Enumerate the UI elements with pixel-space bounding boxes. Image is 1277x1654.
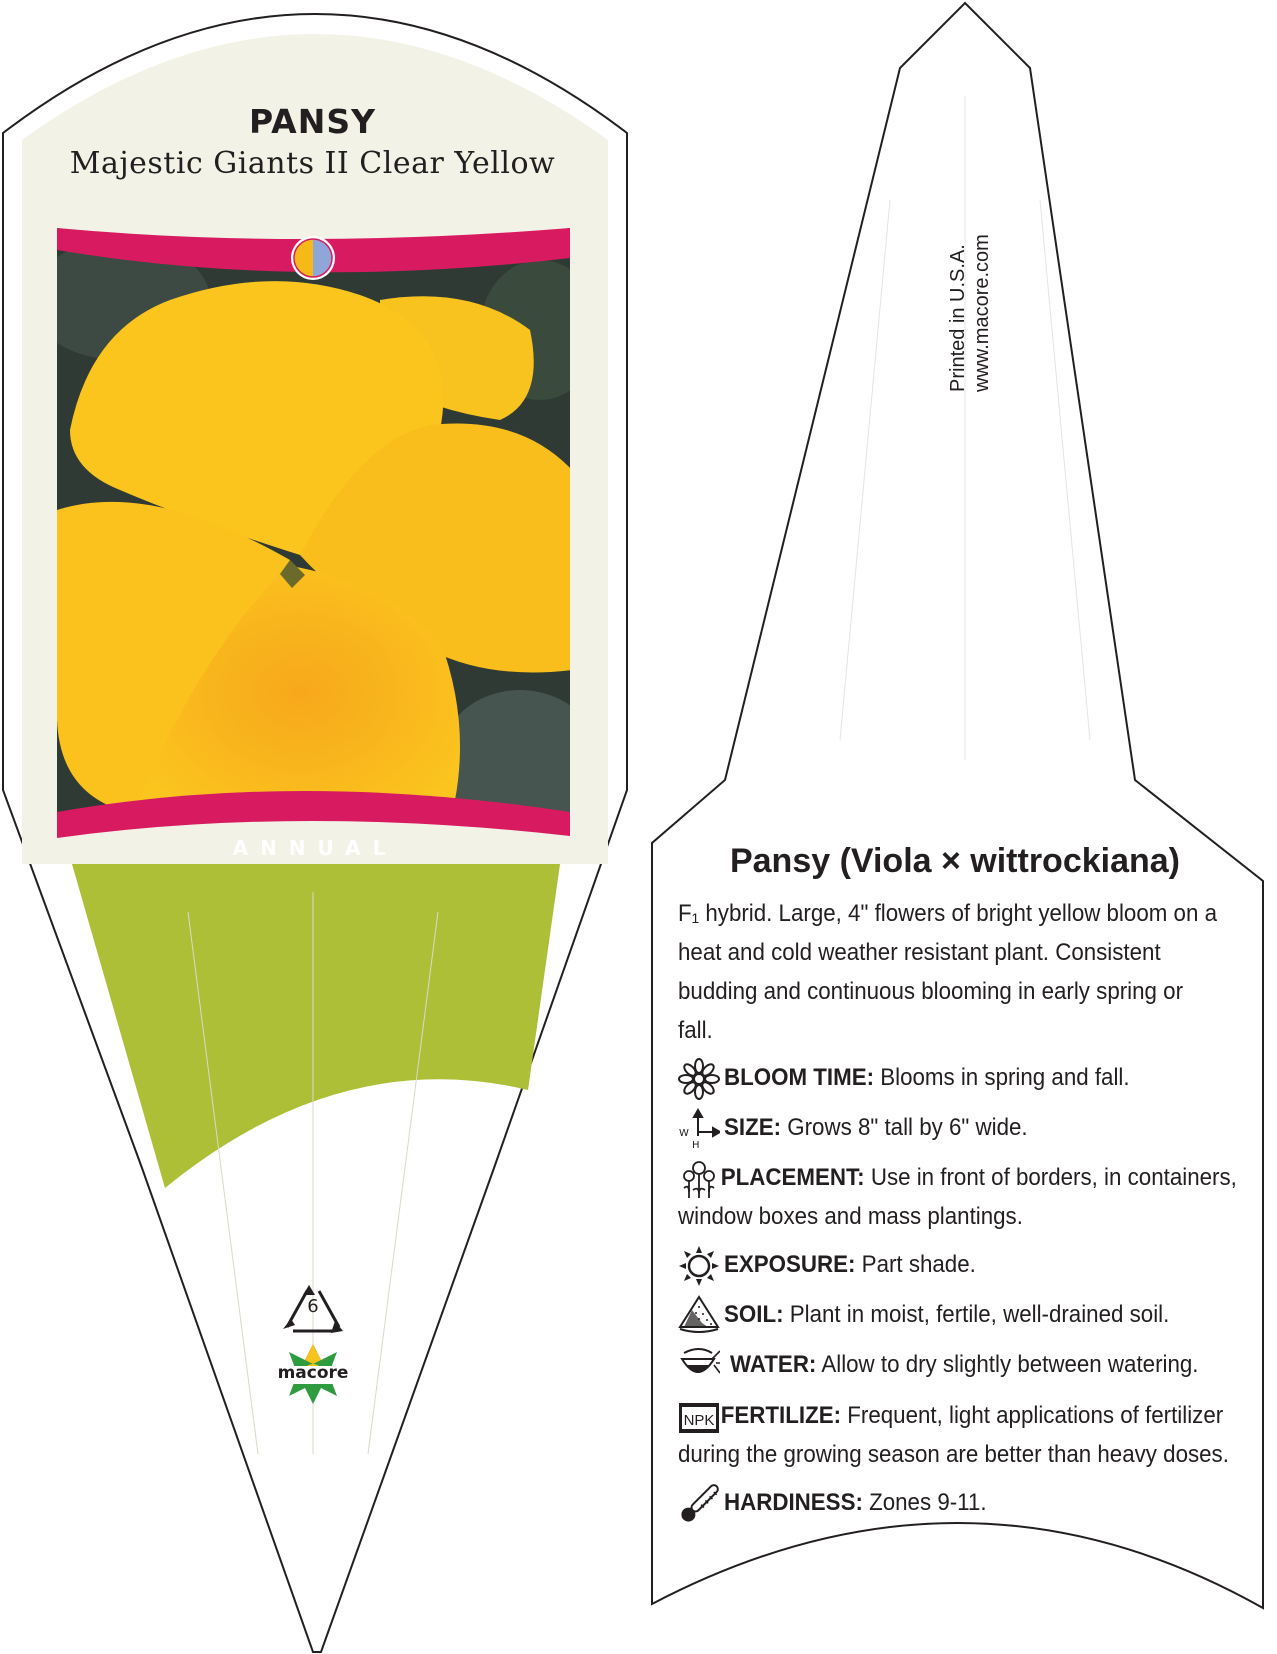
attr-text: Plant in moist, fertile, well-drained soil. [789, 1301, 1170, 1328]
flower-icon [678, 1058, 720, 1100]
attr-text: Frequent, light applications of fertilizer during the growing season are better than heavy doses. [678, 1402, 1229, 1468]
plant-common-name: PANSY [249, 102, 376, 141]
attr-label: BLOOM TIME: [724, 1064, 875, 1091]
attr-text: Part shade. [861, 1251, 976, 1278]
attr-label: FERTILIZE: [720, 1402, 842, 1429]
printed-in-usa: Printed in U.S.A. www.macore.com [947, 234, 993, 392]
thermometer-icon [678, 1483, 720, 1525]
attr-size [724, 1108, 1245, 1147]
soil-icon [678, 1293, 720, 1335]
svg-text:W: W [679, 1128, 689, 1139]
watering-can-icon [678, 1343, 720, 1385]
attr-fertilize [678, 1396, 1241, 1474]
macore-logo-text: macore [277, 1363, 349, 1383]
attr-water [730, 1345, 1251, 1384]
attr-text: Grows 8" tall by 6" wide. [787, 1114, 1028, 1141]
plant-description: F₁ hybrid. Large, 4" flowers of bright yellow bloom on a heat and cold weather resistant plant. Consistent budding and continuous blooming in early spring or fall. [678, 900, 1217, 1044]
attr-text: Zones 9-11. [869, 1489, 987, 1516]
attr-label: SIZE: [724, 1114, 782, 1141]
attr-label: PLACEMENT: [720, 1164, 865, 1191]
attr-label: EXPOSURE: [724, 1251, 856, 1278]
attr-exposure [724, 1245, 1245, 1284]
attr-soil [724, 1295, 1245, 1334]
plant-variety-name: Majestic Giants II Clear Yellow [69, 146, 556, 181]
svg-text:H: H [692, 1140, 700, 1150]
attr-label: WATER: [730, 1351, 817, 1378]
attr-text: Use in front of borders, in containers, window boxes and mass plantings. [678, 1164, 1237, 1230]
svg-text:NPK: NPK [683, 1412, 715, 1429]
plant-category-label: ANNUAL [232, 836, 398, 860]
attr-text: Blooms in spring and fall. [880, 1064, 1130, 1091]
color-swatch-badge [291, 236, 335, 280]
attr-bloom-time [724, 1058, 1245, 1097]
attr-placement [678, 1158, 1241, 1236]
recycle-code: 6 [307, 1296, 319, 1317]
sun-icon [678, 1245, 720, 1287]
attr-label: HARDINESS: [724, 1489, 863, 1516]
botanical-title: Pansy (Viola × wittrockiana) [729, 842, 1181, 880]
attr-hardiness [724, 1483, 1245, 1522]
flower-photo [30, 220, 600, 840]
attr-text: Allow to dry slightly between watering. [821, 1351, 1199, 1378]
attr-label: SOIL: [724, 1301, 784, 1328]
size-arrows-icon [678, 1108, 720, 1150]
